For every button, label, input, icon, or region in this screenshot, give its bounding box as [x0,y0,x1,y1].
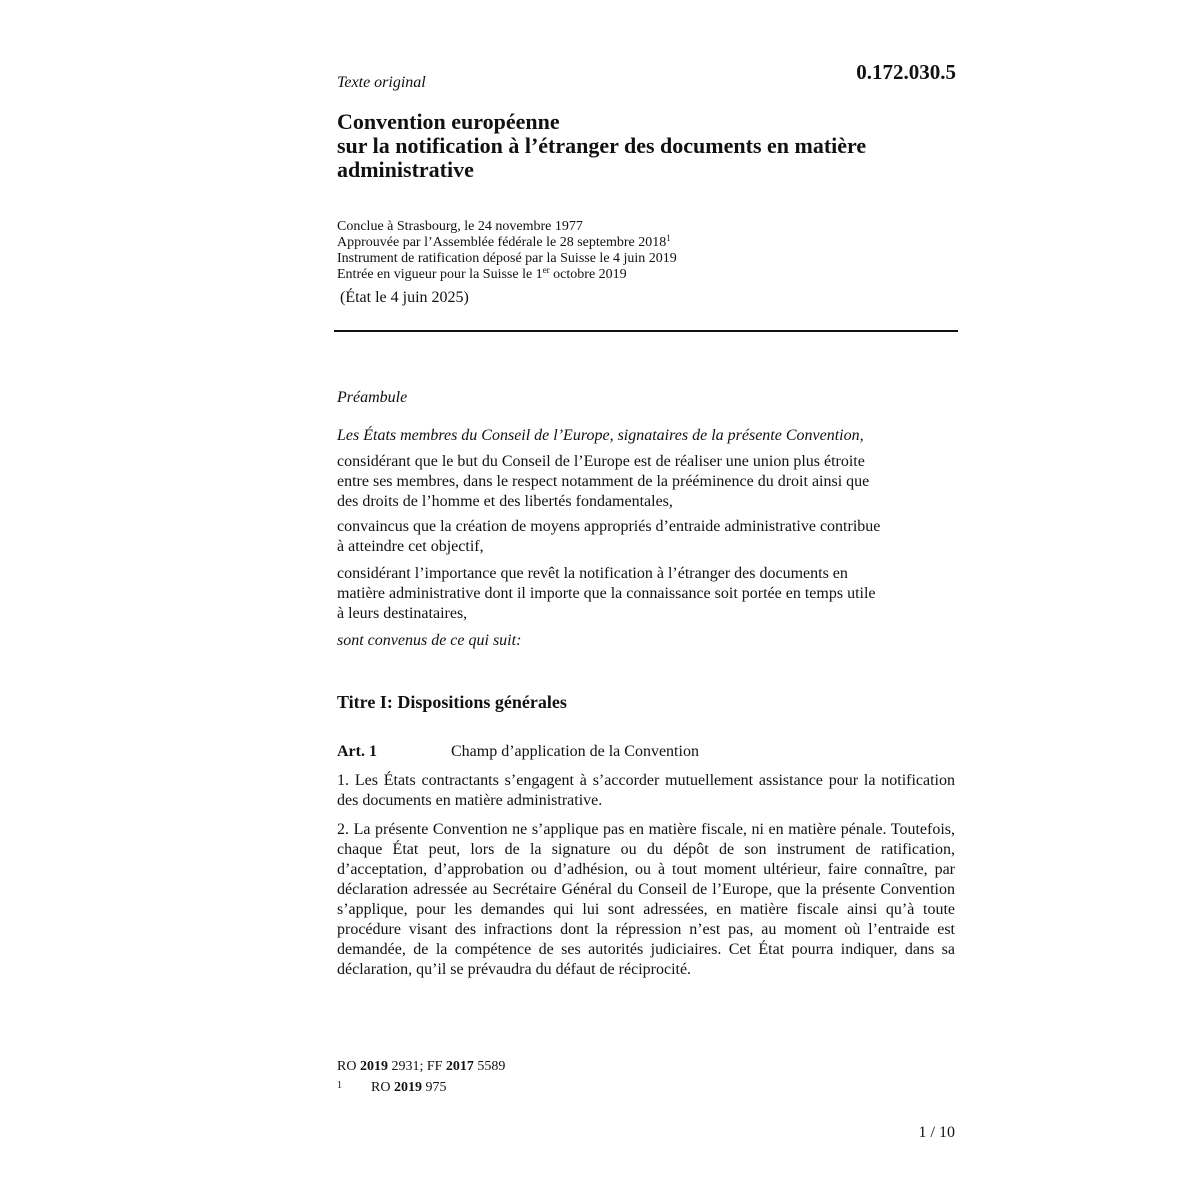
section-heading: Titre I: Dispositions générales [337,692,567,712]
article-title: Champ d’application de la Convention [451,743,699,760]
dates-block [337,219,957,283]
official-reference [337,1057,505,1077]
ff-page: 5589 [473,1059,506,1074]
preamble-paragraph-3 [337,564,955,624]
concluded-date: Conclue à Strasbourg, le 24 novembre 1977 [337,219,583,234]
preamble-intro: Les États membres du Conseil de l’Europe, signataires de la présente Convention, [337,427,864,444]
footnote-text [371,1078,446,1098]
document-title [337,110,957,182]
entry-into-force-date [337,267,957,283]
p1-line-3: des droits de l’homme et des libertés fondamentales, [337,493,673,510]
footnote-number: 1 [337,1080,342,1091]
article-paragraph-1: 1. Les États contractants s’engagent à s’accorder mutuellement assistance pour la notification des documents en matière administrative. [337,772,955,809]
title-line-2: sur la notification à l’étranger des documents en matière [337,133,867,158]
approved-date [337,235,957,251]
ff-year: 2017 [445,1059,474,1074]
p2-line-2: à atteindre cet objectif, [337,538,484,555]
p1-line-1: considérant que le but du Conseil de l’Europe est de réaliser une union plus étroite [337,453,865,470]
ro-year: 2019 [359,1059,388,1074]
p1-line-2: entre ses membres, dans le respect notamment de la prééminence du droit ainsi que [337,473,870,490]
ratification-date: Instrument de ratification déposé par la Suisse le 4 juin 2019 [337,251,677,266]
header-divider [334,330,958,332]
fn-ro-label: RO [371,1080,394,1095]
original-text-label: Texte original [337,74,426,91]
preamble-paragraph-2 [337,517,955,557]
p3-line-2: matière administrative dont il importe que la connaissance soit portée en temps utile [337,585,876,602]
entry-superscript: er [542,265,550,275]
footnote-ref[interactable]: 1 [666,233,671,243]
p3-line-3: à leurs destinataires, [337,605,468,622]
state-date: (État le 4 juin 2025) [340,289,469,306]
preamble-paragraph-1 [337,452,955,512]
preamble-heading: Préambule [337,389,408,406]
approved-text: Approuvée par l’Assemblée fédérale le 28 septembre 2018 [337,235,667,250]
article-number: Art. 1 [337,743,377,760]
entry-suffix: octobre 2019 [549,267,627,282]
ro-page: 2931; FF [387,1059,446,1074]
p2-line-1: convaincus que la création de moyens appropriés d’entraide administrative contribue [337,518,881,535]
preamble-closing: sont convenus de ce qui suit: [337,632,522,649]
ro-label: RO [337,1059,360,1074]
article-paragraph-2: 2. La présente Convention ne s’applique pas en matière fiscale, ni en matière pénale. Toutefois, chaque État peut, lors de la signature ou du dépôt de son instrument de ratification, d’acceptation, d’approbation ou d’adhésion, ou à tout moment ultérieur, faire connaître, par déclaration adressée au Secrétaire Général du Conseil de l’Europe, que la présente Convention s’applique, pour les demandes qui lui sont adressées, en matière fiscale ainsi qu’à toute procédure visant des infractions dont la répression n’est pas, au moment où l’entraide est demandée, de la compétence de ses autorités judiciaires. Cet État pourra indiquer, dans sa déclaration, qu’il se prévaudra du défaut de réciprocité. [337,821,955,978]
p3-line-1: considérant l’importance que revêt la notification à l’étranger des documents en [337,565,848,582]
page-number: 1 / 10 [918,1124,955,1141]
entry-prefix: Entrée en vigueur pour la Suisse le 1 [337,267,543,282]
fn-ro-page: 975 [421,1080,447,1095]
title-line-3: administrative [337,157,474,182]
fn-ro-year: 2019 [393,1080,422,1095]
document-number: 0.172.030.5 [856,60,956,84]
title-line-1: Convention européenne [337,109,560,134]
